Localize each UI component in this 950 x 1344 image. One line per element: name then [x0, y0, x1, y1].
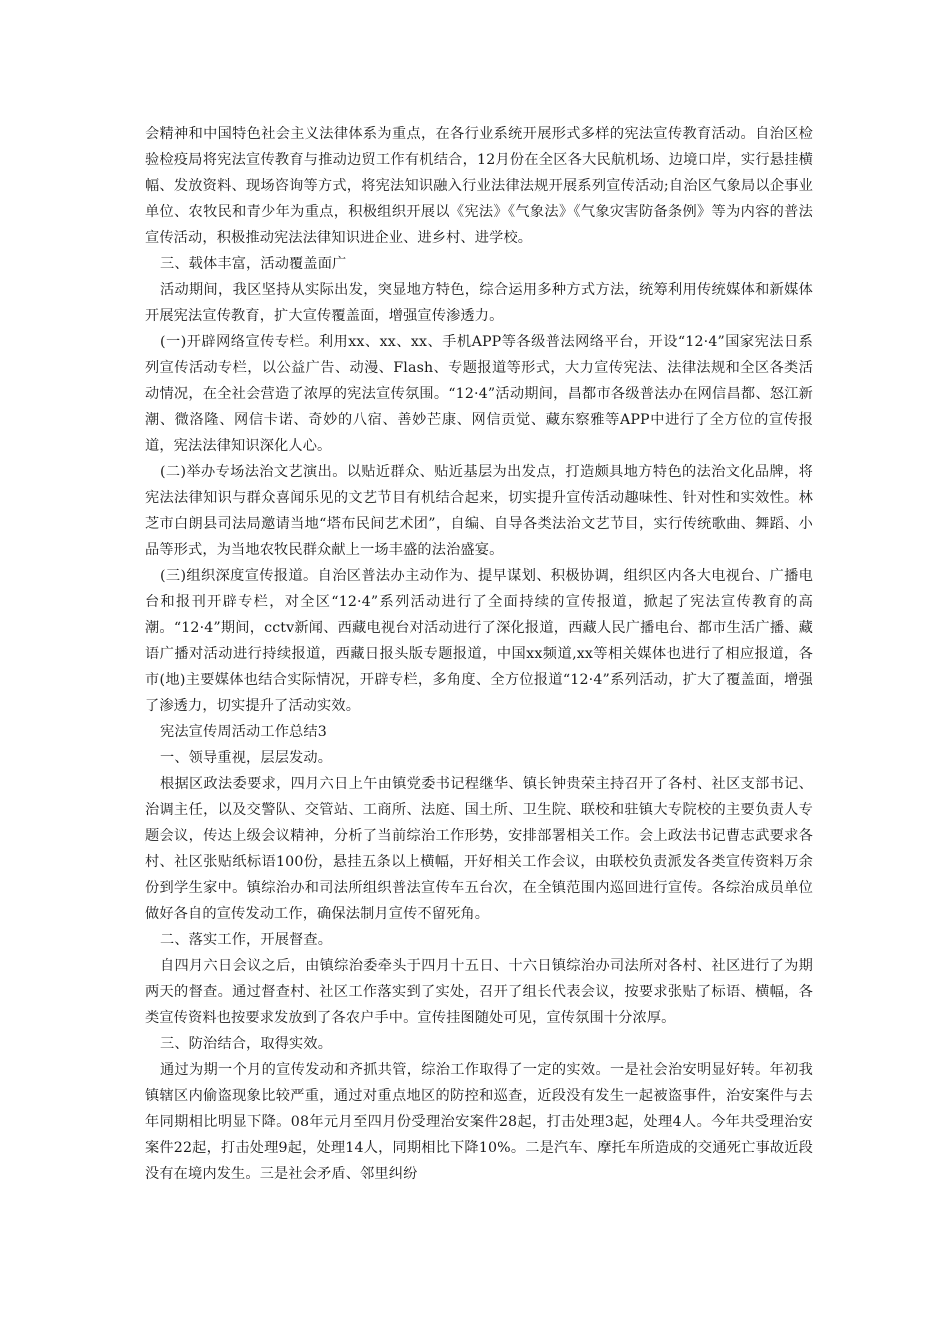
paragraph-2: 活动期间，我区坚持从实际出发，突显地方特色，综合运用多种方式方法，统筹利用传统媒体和新媒体开展宪法宣传教育，扩大宣传覆盖面，增强宣传渗透力。 [145, 282, 813, 324]
paragraph-8: 通过为期一个月的宣传发动和齐抓共管，综治工作取得了一定的实效。一是社会治安明显好转。年初我镇辖区内偷盗现象比较严重，通过对重点地区的防控和巡查，近段没有发生一起被盗事件，治安案件与去年同期相比明显下降。08年元月至四月份受理治安案件28起，打击处理3起，处理4人。今年共受理治安案件22起，打击处理9起，处理14人，同期相比下降10%。二是汽车、摩托车所造成的交通死亡事故近段没有在境内发生。三是社会矛盾、邻里纠纷 [145, 1062, 813, 1182]
paragraph-4: (二)举办专场法治文艺演出。以贴近群众、贴近基层为出发点，打造颇具地方特色的法治文化品牌，将宪法法律知识与群众喜闻乐见的文艺节目有机结合起来，切实提升宣传活动趣味性、针对性和实效性。林芝市白朗县司法局邀请当地“塔布民间艺术团”，自编、自导各类法治文艺节目，实行传统歌曲、舞蹈、小品等形式，为当地农牧民群众献上一场丰盛的法治盛宴。 [145, 464, 813, 558]
section-heading-3: 三、载体丰富，活动覆盖面广 [160, 256, 347, 272]
section-heading-2: 二、落实工作，开展督查。 [160, 932, 333, 948]
paragraph-5: (三)组织深度宣传报道。自治区普法办主动作为、提早谋划、积极协调，组织区内各大电视台、广播电台和报刊开辟专栏，对全区“12·4”系列活动进行了全面持续的宣传报道，掀起了宪法宣传教育的高潮。“12·4”期间，cctv新闻、西藏电视台对活动进行了深化报道，西藏人民广播电台、都市生活广播、藏语广播对活动进行持续报道，西藏日报头版专题报道，中国xx频道,xx等相关媒体也进行了相应报道，各市(地)主要媒体也结合实际情况，开辟专栏，多角度、全方位报道“12·4”系列活动，扩大了覆盖面，增强了渗透力，切实提升了活动实效。 [145, 568, 813, 714]
paragraph-1: 会精神和中国特色社会主义法律体系为重点，在各行业系统开展形式多样的宪法宣传教育活动。自治区检验检疫局将宪法宣传教育与推动边贸工作有机结合，12月份在全区各大民航机场、边境口岸，实行悬挂横幅、发放资料、现场咨询等方式，将宪法知识融入行业法律法规开展系列宣传活动;自治区气象局以企事业单位、农牧民和青少年为重点，积极组织开展以《宪法》《气象法》《气象灾害防备条例》等为内容的普法宣传活动，积极推动宪法法律知识进企业、进乡村、进学校。 [145, 126, 813, 246]
section-heading-3b: 三、防治结合，取得实效。 [160, 1036, 333, 1052]
document-page [145, 121, 813, 1187]
section-heading-1: 一、领导重视，层层发动。 [160, 750, 333, 766]
paragraph-7: 自四月六日会议之后，由镇综治委牵头于四月十五日、十六日镇综治办司法所对各村、社区进行了为期两天的督查。通过督查村、社区工作落实到了实处，召开了组长代表会议，按要求张贴了标语、横幅，各类宣传资料也按要求发放到了各农户手中。宣传挂图随处可见，宣传氛围十分浓厚。 [145, 958, 813, 1026]
document-subtitle: 宪法宣传周活动工作总结3 [160, 724, 327, 740]
paragraph-3: (一)开辟网络宣传专栏。利用xx、xx、xx、手机APP等各级普法网络平台，开设“12·4”国家宪法日系列宣传活动专栏，以公益广告、动漫、Flash、专题报道等形式，大力宣传宪法、法律法规和全区各类活动情况，在全社会营造了浓厚的宪法宣传氛围。“12·4”活动期间，昌都市各级普法办在网信昌都、怒江新潮、微洛隆、网信卡诺、奇妙的八宿、善妙芒康、网信贡觉、藏东察雅等APP中进行了全方位的宣传报道，宪法法律知识深化人心。 [145, 334, 813, 454]
paragraph-6: 根据区政法委要求，四月六日上午由镇党委书记程继华、镇长钟贵荣主持召开了各村、社区支部书记、治调主任，以及交警队、交管站、工商所、法庭、国土所、卫生院、联校和驻镇大专院校的主要负责人专题会议，传达上级会议精神，分析了当前综治工作形势，安排部署相关工作。会上政法书记曹志武要求各村、社区张贴纸标语100份，悬挂五条以上横幅，开好相关工作会议，由联校负责派发各类宣传资料万余份到学生家中。镇综治办和司法所组织普法宣传车五台次，在全镇范围内巡回进行宣传。各综治成员单位做好各自的宣传发动工作，确保法制月宣传不留死角。 [145, 776, 813, 922]
